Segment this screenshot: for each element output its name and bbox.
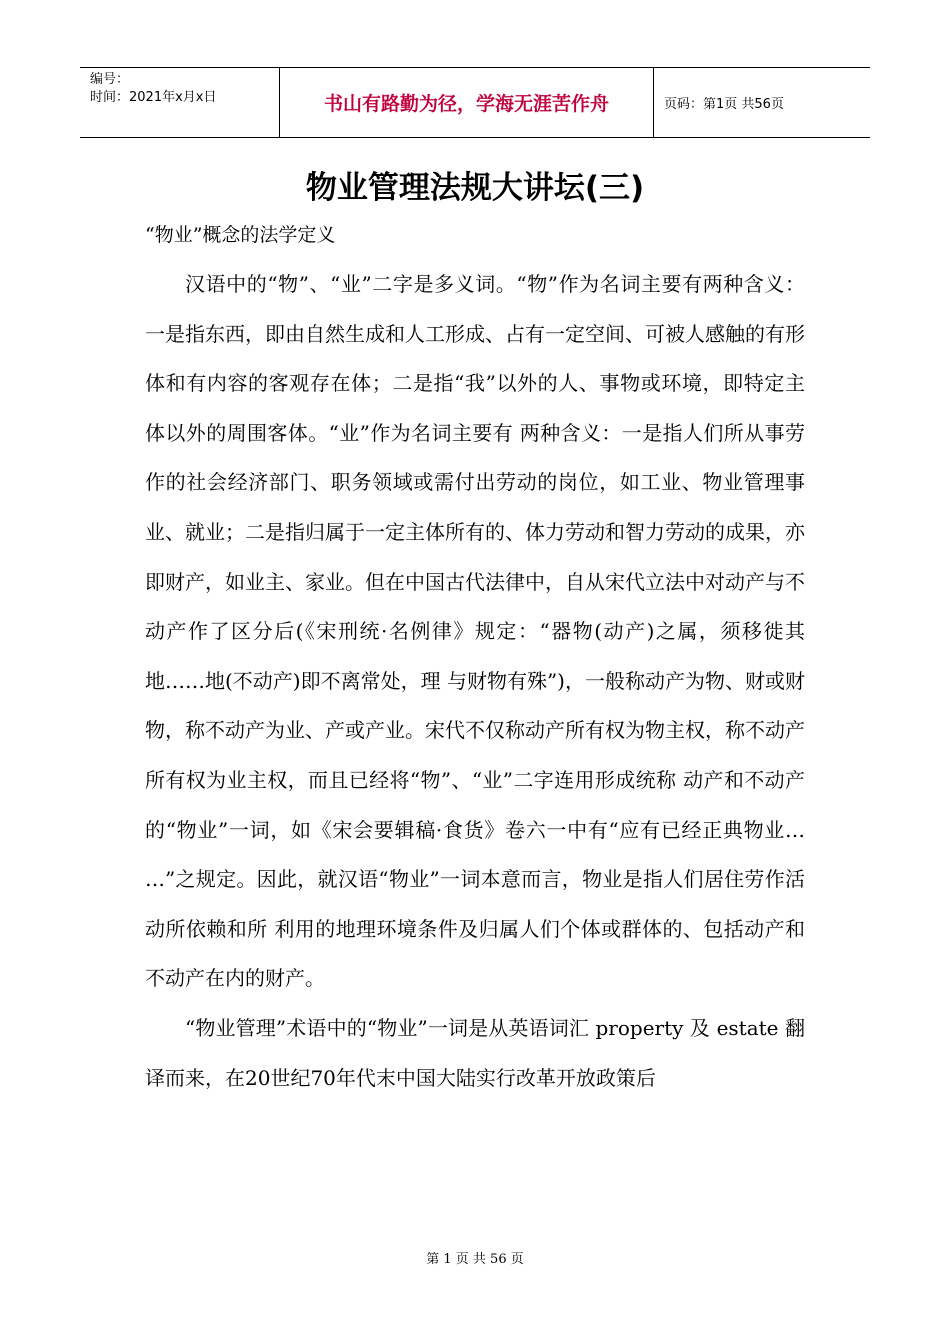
paragraph: 汉语中的“物”、“业”二字是多义词。“物”作为名词主要有两种含义：一是指东西，即由自然生成和人工形成、占有一定空间、可被人感触的有形体和有内容的客观存在体；二是指“我”以外的人、事物或环境，即特定主体以外的周围客体。“业”作为名词主要有 两种含义：一是指人们所从事劳作的社会经济部门、职务领域或需付出劳动的岗位，如工业、物业管理事业、就业；二是指归属于一定主体所有的、体力劳动和智力劳动的成果，亦即财产，如业主、家业。但在中国古代法律中，自从宋代立法中对动产与不动产作了区分后(《宋刑统·名例律》规定：“器物(动产)之属，须移徙其地……地(不动产)即不离常处，理 与财物有殊”)，一般称动产为物、财或财物，称不动产为业、产或产业。宋代不仅称动产所有权为物主权，称不动产所有权为业主权，而且已经将“物”、“业”二字连用形成统称 动产和不动产的“物业”一词，如《宋会要辑稿·食货》卷六一中有“应有已经正典物业… …”之规定。因此，就汉语“物业”一词本意而言，物业是指人们居住劳作活动所依赖和所 利用的地理环境条件及归属人们个体或群体的、包括动产和不动产在内的财产。 [145,272,805,991]
header-motto: 书山有路勤为径，学海无涯苦作舟 [280,68,654,137]
document-subtitle: “物业”概念的法学定义 [145,224,336,246]
time-label: 时间：2021年x月x日 [90,90,217,105]
document-title: 物业管理法规大讲坛(三) [305,170,645,206]
document-body [145,260,805,1103]
number-label: 编号： [90,72,130,87]
header-page-info: 页码：第1页 共56页 [664,97,784,112]
header-table [80,67,870,138]
paragraph: “物业管理”术语中的“物业”一词是从英语词汇 property 及 estate 翻译而来，在20世纪70年代末中国大陆实行改革开放政策后 [145,1015,805,1090]
header-meta-cell [80,68,280,137]
page-footer: 第 1 页 共 56 页 [426,1252,524,1267]
